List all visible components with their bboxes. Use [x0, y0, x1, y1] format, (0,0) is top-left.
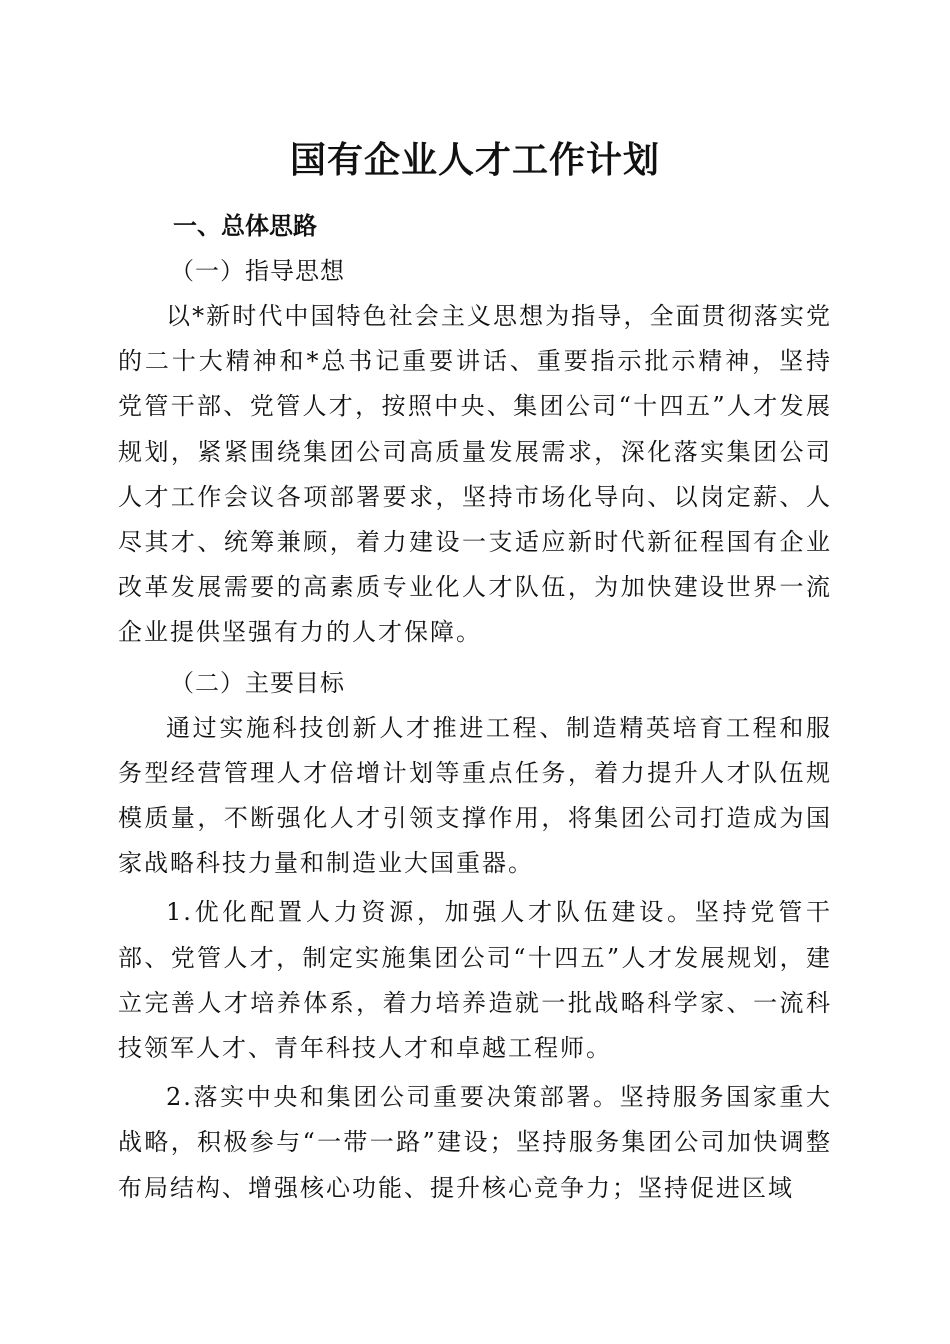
document-body	[118, 204, 832, 1211]
paragraph-item-1: 1.优化配置人力资源，加强人才队伍建设。坚持党管干部、党管人才，制定实施集团公司“十四五”人才发展规划，建立完善人才培养体系，着力培养造就一批战略科学家、一流科技领军人才、青年科技人才和卓越工程师。	[118, 898, 832, 1063]
section-heading-overall-approach: 一、总体思路	[173, 212, 317, 240]
subsection-heading-guiding-ideology: （一）指导思想	[170, 257, 345, 285]
paragraph-guiding-ideology: 以*新时代中国特色社会主义思想为指导，全面贯彻落实党的二十大精神和*总书记重要讲话、重要指示批示精神，坚持党管干部、党管人才，按照中央、集团公司“十四五”人才发展规划，紧紧围绕集团公司高质量发展需求，深化落实集团公司人才工作会议各项部署要求，坚持市场化导向、以岗定薪、人尽其才、统筹兼顾，着力建设一支适应新时代新征程国有企业改革发展需要的高素质专业化人才队伍，为加快建设世界一流企业提供坚强有力的人才保障。	[118, 302, 832, 647]
paragraph-main-goals: 通过实施科技创新人才推进工程、制造精英培育工程和服务型经营管理人才倍增计划等重点任务，着力提升人才队伍规模质量，不断强化人才引领支撑作用，将集团公司打造成为国家战略科技力量和制造业大国重器。	[118, 713, 832, 878]
paragraph-item-2: 2.落实中央和集团公司重要决策部署。坚持服务国家重大战略，积极参与“一带一路”建设；坚持服务集团公司加快调整布局结构、增强核心功能、提升核心竞争力；坚持促进区域	[118, 1083, 832, 1202]
document-title: 国有企业人才工作计划	[289, 139, 660, 181]
subsection-heading-main-goals: （二）主要目标	[170, 668, 345, 697]
